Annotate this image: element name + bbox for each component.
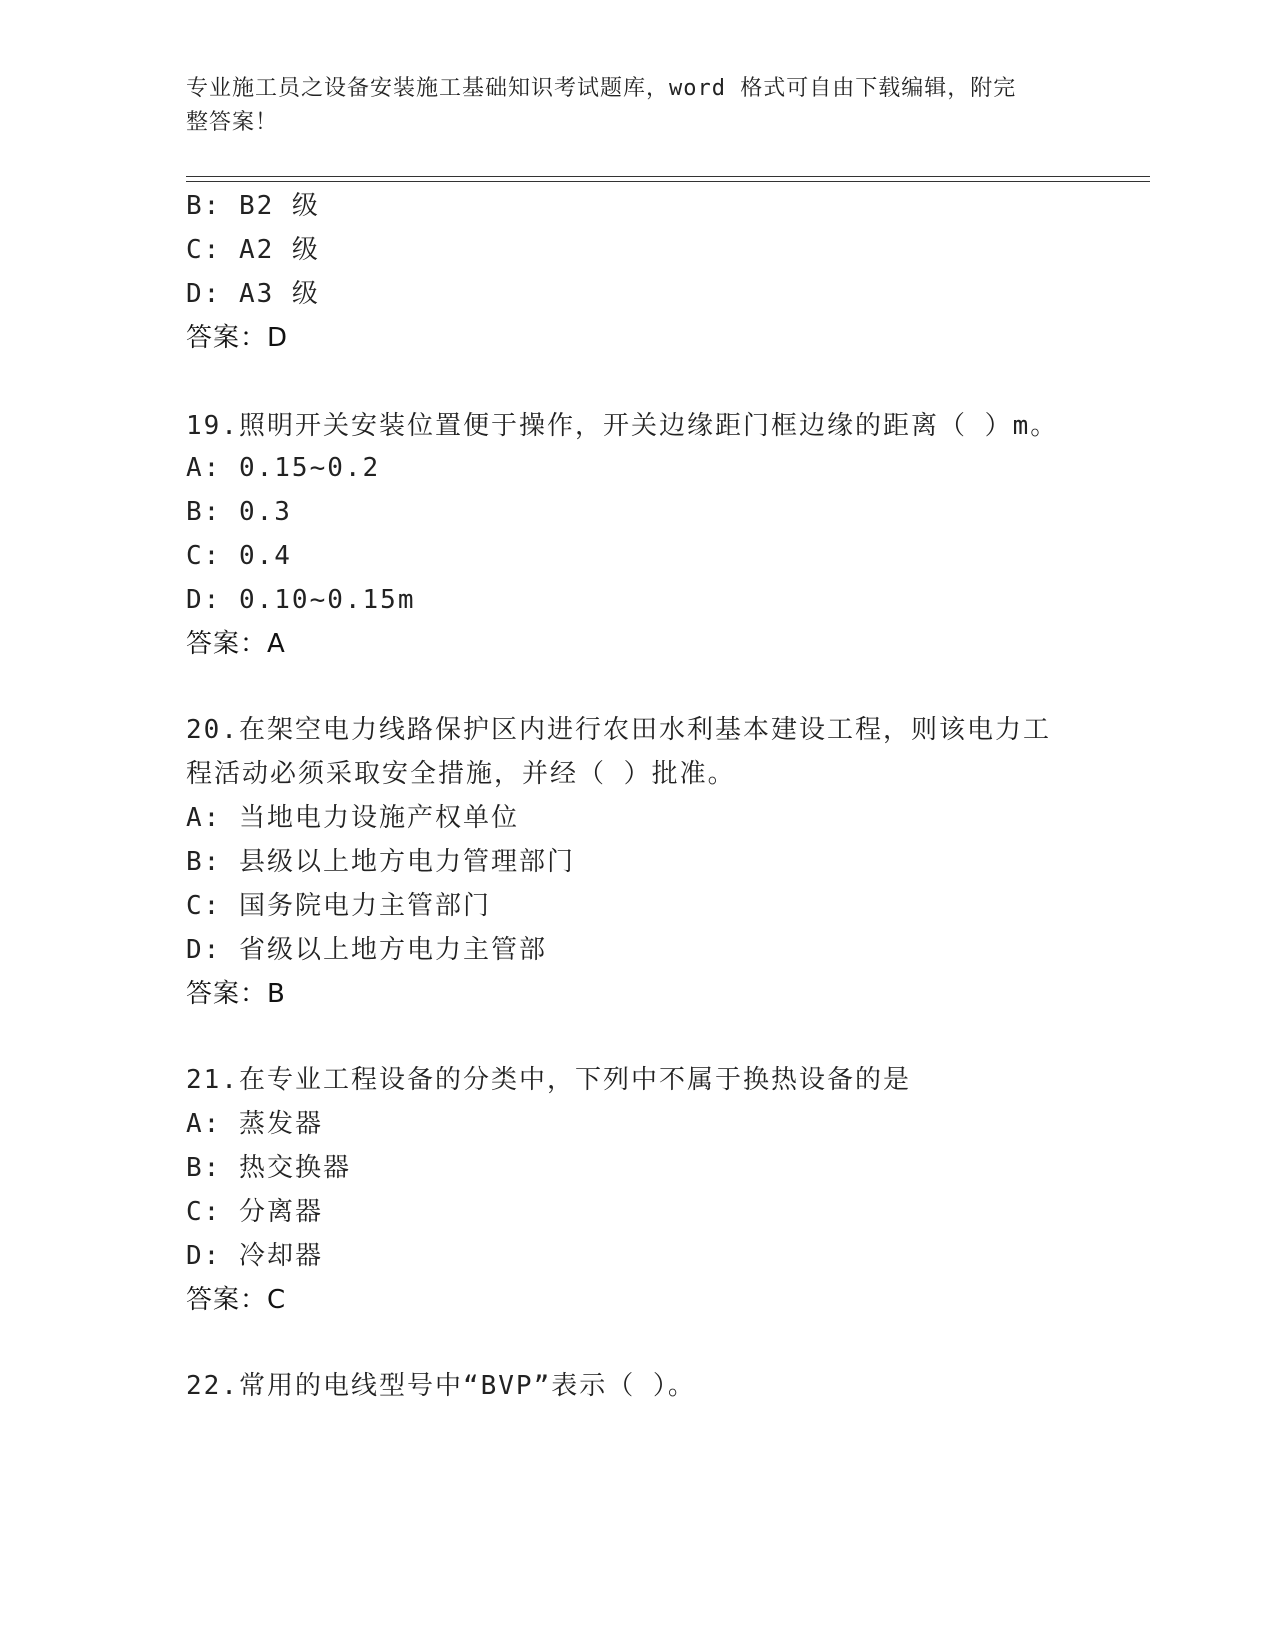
option-d: D: 冷却器 [186, 1241, 323, 1271]
option-c: C: 0.4 [186, 541, 292, 571]
option-c: C: A2 级 [186, 235, 320, 265]
option-d: D: 省级以上地方电力主管部 [186, 935, 547, 965]
option-a: A: 蒸发器 [186, 1109, 323, 1139]
question-20-stem-line-1: 20.在架空电力线路保护区内进行农田水利基本建设工程，则该电力工 [186, 715, 1051, 745]
header-line-2: 整答案！ [186, 110, 279, 135]
document-header [186, 72, 1086, 140]
answer-label: 答案：D [186, 323, 289, 353]
option-b: B: 热交换器 [186, 1153, 351, 1183]
question-19-stem: 19.照明开关安装位置便于操作，开关边缘距门框边缘的距离（ ）m。 [186, 411, 1059, 441]
option-a: A: 0.15~0.2 [186, 453, 381, 483]
header-divider-bottom [186, 181, 1150, 182]
question-22-stem: 22.常用的电线型号中“BVP”表示（ ）。 [186, 1371, 696, 1401]
answer-label: 答案：A [186, 629, 286, 659]
header-divider-top [186, 176, 1150, 177]
option-c: C: 国务院电力主管部门 [186, 891, 491, 921]
option-b: B: 县级以上地方电力管理部门 [186, 847, 575, 877]
question-20-stem-line-2: 程活动必须采取安全措施，并经（ ）批准。 [186, 759, 736, 789]
answer-label: 答案：C [186, 1285, 287, 1315]
option-a: A: 当地电力设施产权单位 [186, 803, 519, 833]
option-b: B: 0.3 [186, 497, 292, 527]
option-b: B: B2 级 [186, 191, 320, 221]
answer-label: 答案：B [186, 979, 286, 1009]
option-d: D: A3 级 [186, 279, 320, 309]
header-line-1: 专业施工员之设备安装施工基础知识考试题库，word 格式可自由下载编辑，附完 [186, 76, 1017, 101]
option-c: C: 分离器 [186, 1197, 323, 1227]
question-21-stem: 21.在专业工程设备的分类中，下列中不属于换热设备的是 [186, 1065, 911, 1095]
option-d: D: 0.10~0.15m [186, 585, 416, 615]
